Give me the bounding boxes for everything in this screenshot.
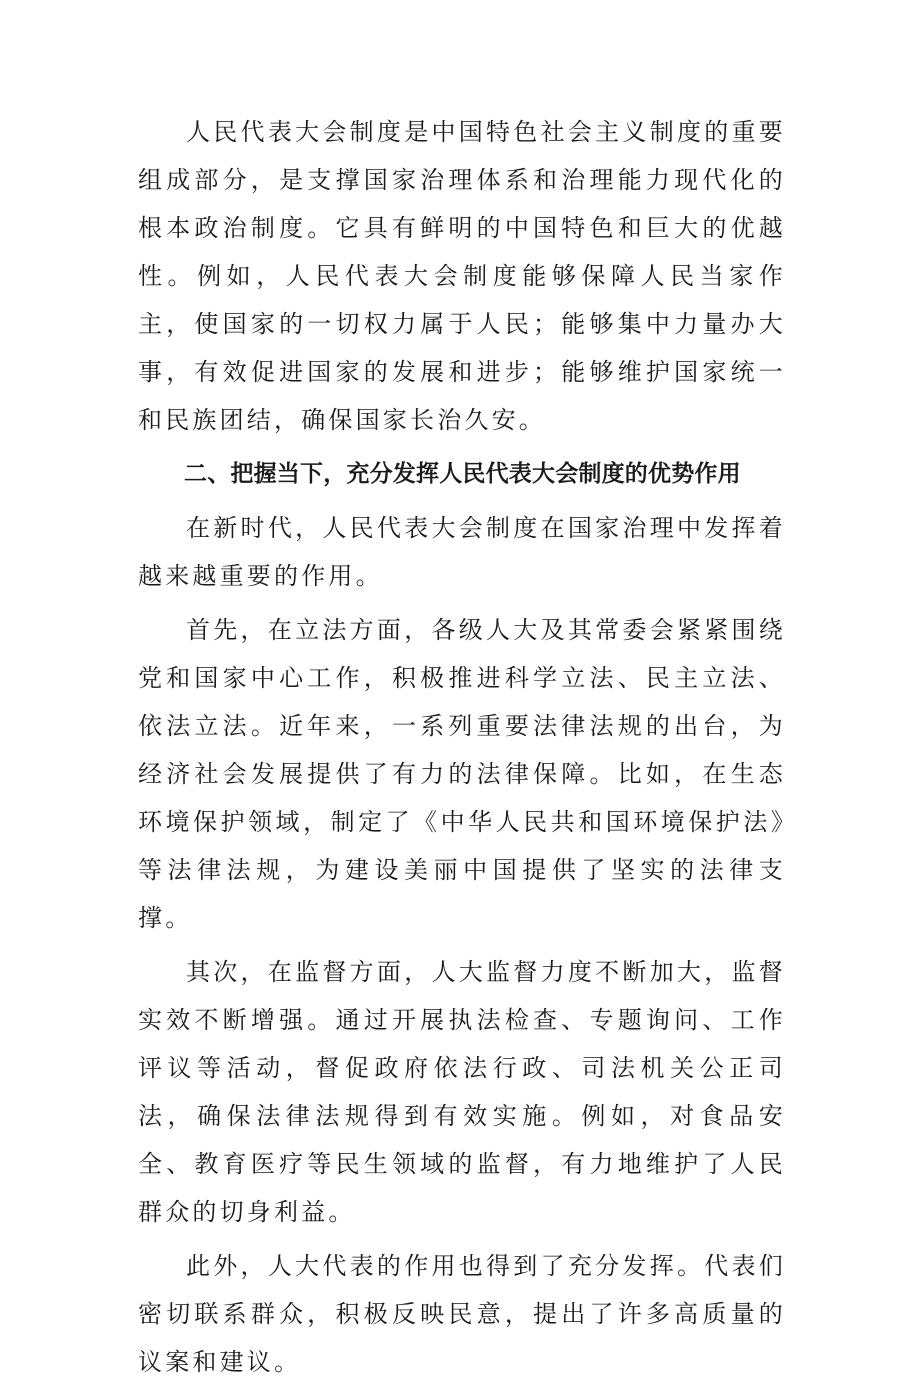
document-page [138, 108, 786, 1386]
paragraph-deputies: 此外，人大代表的作用也得到了充分发挥。代表们密切联系群众，积极反映民意，提出了许多高质量的议案和建议。 [138, 1252, 786, 1376]
paragraph-legislation: 首先，在立法方面，各级人大及其常委会紧紧围绕党和国家中心工作，积极推进科学立法、民主立法、依法立法。近年来，一系列重要法律法规的出台，为经济社会发展提供了有力的法律保障。比如，在生态环境保护领域，制定了《中华人民共和国环境保护法》等法律法规，为建设美丽中国提供了坚实的法律支撑。 [138, 616, 786, 932]
paragraph-new-era: 在新时代，人民代表大会制度在国家治理中发挥着越来越重要的作用。 [138, 514, 786, 590]
section-heading: 二、把握当下，充分发挥人民代表大会制度的优势作用 [184, 461, 741, 487]
intro-paragraph: 人民代表大会制度是中国特色社会主义制度的重要组成部分，是支撑国家治理体系和治理能力现代化的根本政治制度。它具有鲜明的中国特色和巨大的优越性。例如，人民代表大会制度能够保障人民当家作主，使国家的一切权力属于人民；能够集中力量办大事，有效促进国家的发展和进步；能够维护国家统一和民族团结，确保国家长治久安。 [138, 118, 786, 434]
paragraph-supervision: 其次，在监督方面，人大监督力度不断加大，监督实效不断增强。通过开展执法检查、专题询问、工作评议等活动，督促政府依法行政、司法机关公正司法，确保法律法规得到有效实施。例如，对食品安全、教育医疗等民生领域的监督，有力地维护了人民群众的切身利益。 [138, 958, 786, 1226]
